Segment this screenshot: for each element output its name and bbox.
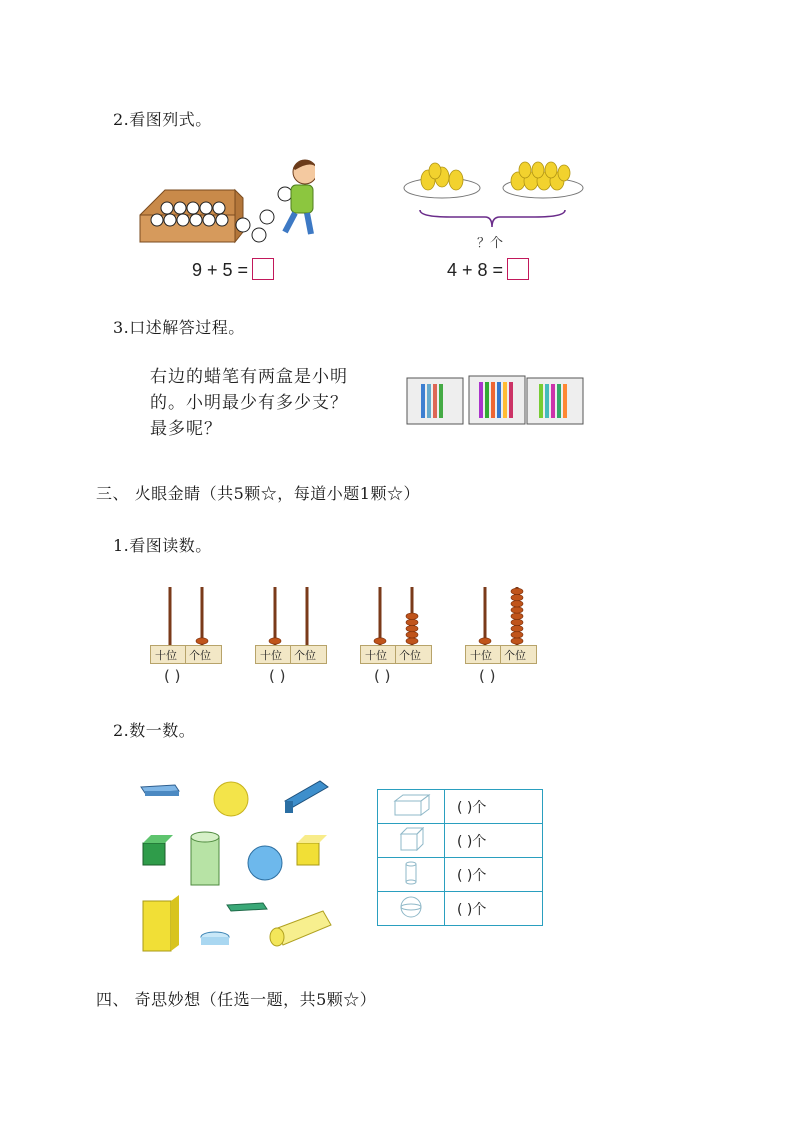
equation-1 [192,258,274,281]
ones-bead [511,619,523,625]
answer-cell [445,892,543,926]
count-answer-blank[interactable]: ( )个 [457,799,487,816]
ones-bead [511,588,523,594]
ones-bead [406,625,418,631]
ones-bead [406,632,418,638]
abacus-2 [255,585,325,695]
abacus-rods [150,585,220,647]
ones-bead [511,594,523,600]
cuboid-icon [391,793,431,817]
abacus-rods [255,585,325,647]
soccer-balls-illustration [135,150,315,250]
story-line-2: 的。小明最少有多少支？ [150,393,348,413]
answer-cell [445,790,543,824]
tens-label: 十位 [260,649,282,662]
count-row [378,892,543,926]
abacus-4 [465,585,535,695]
ones-bead [511,632,523,638]
shape-cell [378,790,445,824]
tens-label: 十位 [470,649,492,662]
answer-cell [445,858,543,892]
ones-label: 个位 [294,649,316,662]
abacus-3 [360,585,430,695]
cylinder-icon [391,860,431,886]
shape-cell [378,824,445,858]
story-line-1: 右边的蜡笔有两盒是小明 [150,367,348,387]
shapes-illustration [135,775,345,955]
count-row [378,824,543,858]
answer-box-2[interactable] [507,258,529,280]
tens-bead [479,638,491,644]
ones-label: 个位 [189,649,211,662]
brace-label: ？个 [477,236,504,251]
equation-1-text: 9 + 5 = [192,260,249,280]
ones-bead [406,638,418,644]
cube-icon [391,827,431,851]
tens-bead [269,638,281,644]
story-text [150,364,348,442]
abacus-answer-blank[interactable]: ( ) [374,667,391,685]
ones-bead [511,638,523,644]
abacus-group [150,585,540,695]
question-3-title: 3.口述解答过程。 [113,318,245,337]
ones-bead [511,613,523,619]
section-4-title: 四、 奇思妙想（任选一题，共5颗☆） [96,990,377,1009]
ones-label: 个位 [504,649,526,662]
tens-label: 十位 [365,649,387,662]
count-answer-blank[interactable]: ( )个 [457,867,487,884]
ones-bead [406,613,418,619]
abacus-base [150,645,222,664]
crayon-boxes-illustration [403,372,593,432]
count-table [377,789,543,926]
abacus-base [465,645,537,664]
count-row [378,858,543,892]
section-3-title: 三、 火眼金睛（共5颗☆，每道小题1颗☆） [96,484,420,503]
section-3-question-2-title: 2.数一数。 [113,721,196,740]
abacus-answer-blank[interactable]: ( ) [164,667,181,685]
answer-cell [445,824,543,858]
abacus-1 [150,585,220,695]
story-line-3: 最多呢？ [150,419,222,439]
ones-bead [196,638,208,644]
ones-bead [511,607,523,613]
abacus-base [360,645,432,664]
count-answer-blank[interactable]: ( )个 [457,833,487,850]
ones-bead [511,625,523,631]
equation-2-text: 4 + 8 = [447,260,504,280]
count-row [378,790,543,824]
sphere-icon [391,894,431,920]
answer-box-1[interactable] [252,258,274,280]
abacus-base [255,645,327,664]
abacus-rods [360,585,430,647]
ones-bead [511,601,523,607]
abacus-rods [465,585,535,647]
shape-cell [378,858,445,892]
tens-bead [374,638,386,644]
section-3-question-1-title: 1.看图读数。 [113,536,212,555]
abacus-answer-blank[interactable]: ( ) [269,667,286,685]
abacus-answer-blank[interactable]: ( ) [479,667,496,685]
ones-bead [406,619,418,625]
tens-label: 十位 [155,649,177,662]
count-answer-blank[interactable]: ( )个 [457,901,487,918]
question-2-title: 2.看图列式。 [113,110,212,129]
equation-2 [447,258,529,281]
ones-label: 个位 [399,649,421,662]
shape-cell [378,892,445,926]
